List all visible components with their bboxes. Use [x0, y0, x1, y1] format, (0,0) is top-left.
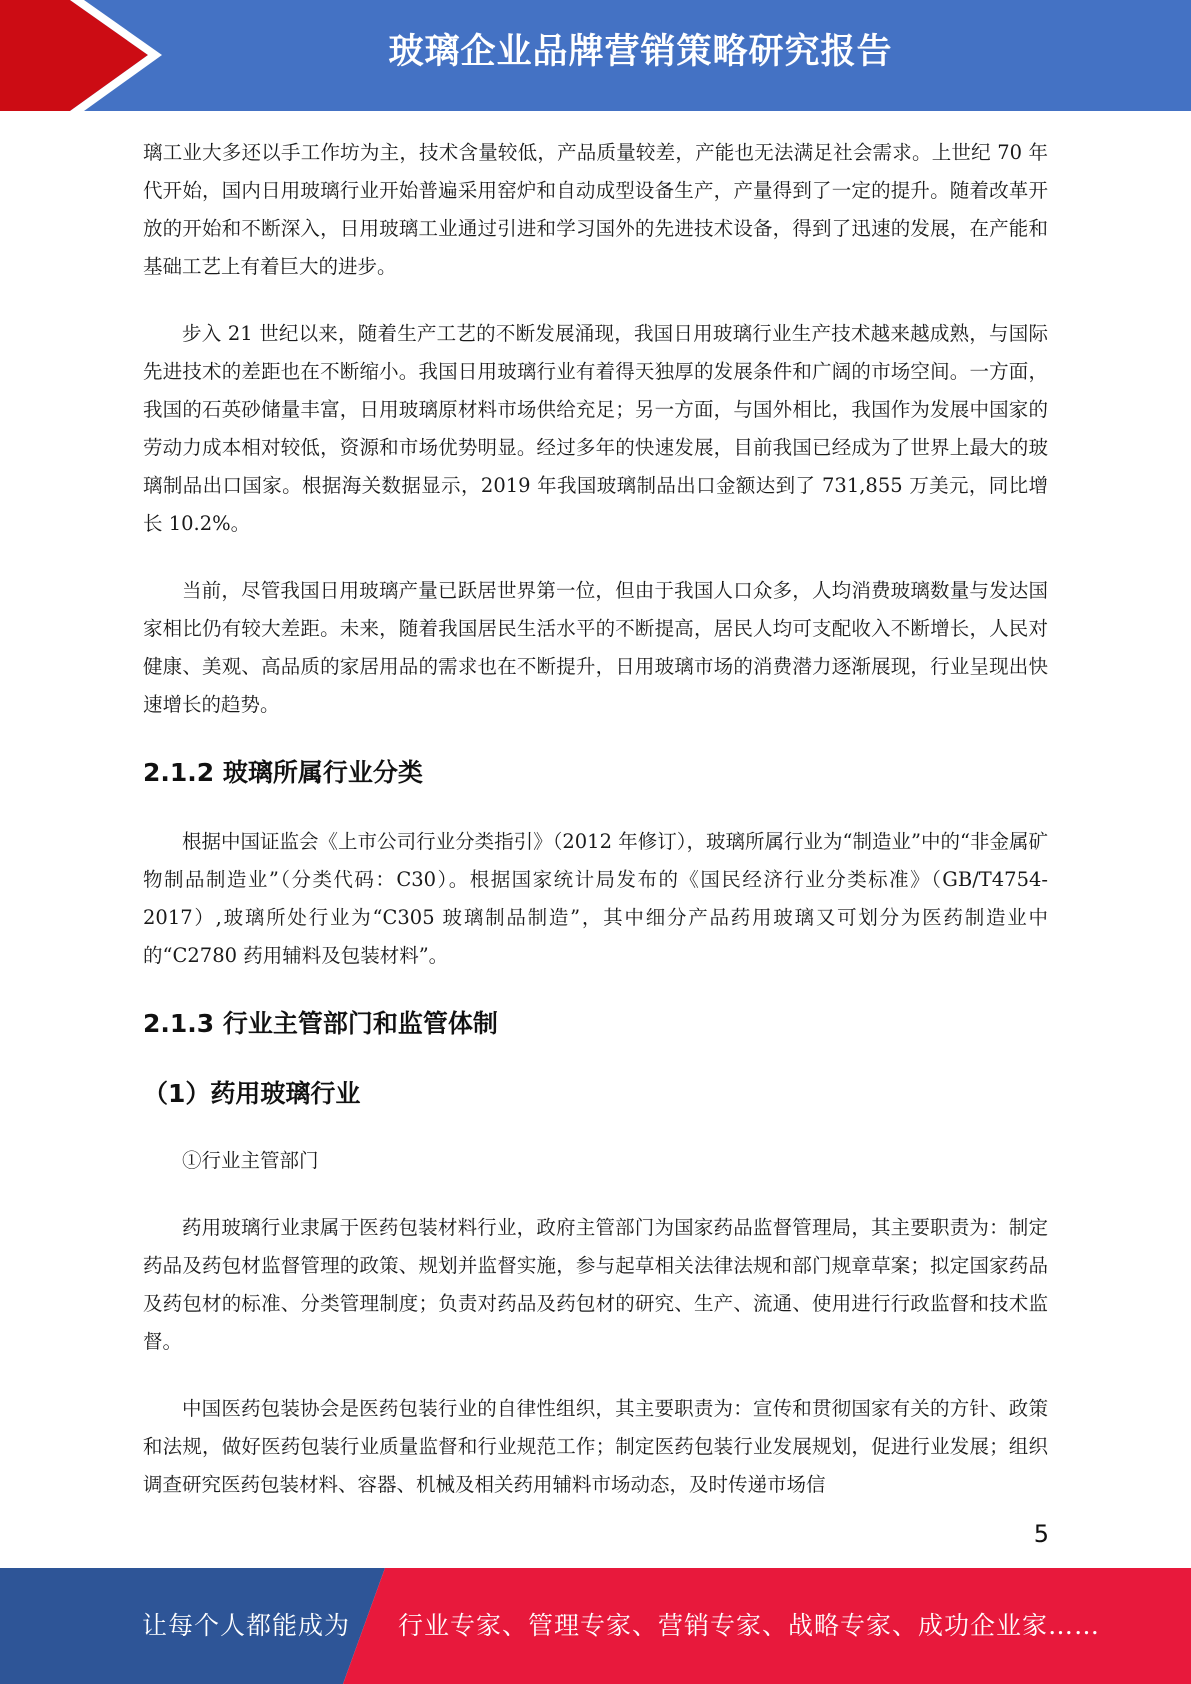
body-paragraph: 步入 21 世纪以来，随着生产工艺的不断发展涌现，我国日用玻璃行业生产技术越来越成熟，与国际先进技术的差距也在不断缩小。我国日用玻璃行业有着得天独厚的发展条件和广阔的市场空间。一方面，我国的石英砂储量丰富，日用玻璃原材料市场供给充足；另一方面，与国外相比，我国作为发展中国家的劳动力成本相对较低，资源和市场优势明显。经过多年的快速发展，目前我国已经成为了世界上最大的玻璃制品出口国家。根据海关数据显示，2019 年我国玻璃制品出口金额达到了 731,855 万美元，同比增长 10.2%。: [143, 322, 1048, 535]
section-heading-2-1-2: 2.1.2 玻璃所属行业分类: [143, 758, 423, 787]
subsection-heading: （1）药用玻璃行业: [143, 1079, 361, 1108]
page-footer: [0, 1568, 1191, 1684]
body-paragraph: 根据中国证监会《上市公司行业分类指引》（2012 年修订），玻璃所属行业为“制造业”中的“非金属矿物制品制造业”（分类代码：C30）。根据国家统计局发布的《国民经济行业分类标准》（GB/T4754-2017）,玻璃所处行业为“C305 玻璃制品制造”，其中细分产品药用玻璃又可划分为医药制造业中的“C2780 药用辅料及包装材料”。: [143, 830, 1048, 967]
page-header: [0, 0, 1191, 111]
page-number: 5: [1033, 1520, 1049, 1548]
section-heading-2-1-3: 2.1.3 行业主管部门和监管体制: [143, 1009, 498, 1038]
footer-slogan-left: 让每个人都能成为: [142, 1611, 351, 1640]
body-paragraph: 当前，尽管我国日用玻璃产量已跃居世界第一位，但由于我国人口众多，人均消费玻璃数量与发达国家相比仍有较大差距。未来，随着我国居民生活水平的不断提高，居民人均可支配收入不断增长，人民对健康、美观、高品质的家居用品的需求也在不断提升，日用玻璃市场的消费潜力逐渐展现，行业呈现出快速增长的趋势。: [143, 579, 1048, 716]
body-paragraph: 璃工业大多还以手工作坊为主，技术含量较低，产品质量较差，产能也无法满足社会需求。上世纪 70 年代开始，国内日用玻璃行业开始普遍采用窑炉和自动成型设备生产，产量得到了一定的提升。随着改革开放的开始和不断深入，日用玻璃工业通过引进和学习国外的先进技术设备，得到了迅速的发展，在产能和基础工艺上有着巨大的进步。: [143, 141, 1048, 278]
footer-slogan-right: 行业专家、管理专家、营销专家、战略专家、成功企业家……: [398, 1611, 1101, 1640]
page-content: [143, 134, 1048, 1533]
body-paragraph: 药用玻璃行业隶属于医药包装材料行业，政府主管部门为国家药品监督管理局，其主要职责为：制定药品及药包材监督管理的政策、规划并监督实施，参与起草相关法律法规和部门规章草案；拟定国家药品及药包材的标准、分类管理制度；负责对药品及药包材的研究、生产、流通、使用进行行政监督和技术监督。: [143, 1216, 1048, 1353]
report-title: 玻璃企业品牌营销策略研究报告: [388, 32, 893, 72]
body-paragraph: 中国医药包装协会是医药包装行业的自律性组织，其主要职责为：宣传和贯彻国家有关的方针、政策和法规，做好医药包装行业质量监督和行业规范工作；制定医药包装行业发展规划，促进行业发展；组织调查研究医药包装材料、容器、机械及相关药用辅料市场动态，及时传递市场信: [143, 1397, 1048, 1496]
item-title: ①行业主管部门: [182, 1149, 319, 1172]
